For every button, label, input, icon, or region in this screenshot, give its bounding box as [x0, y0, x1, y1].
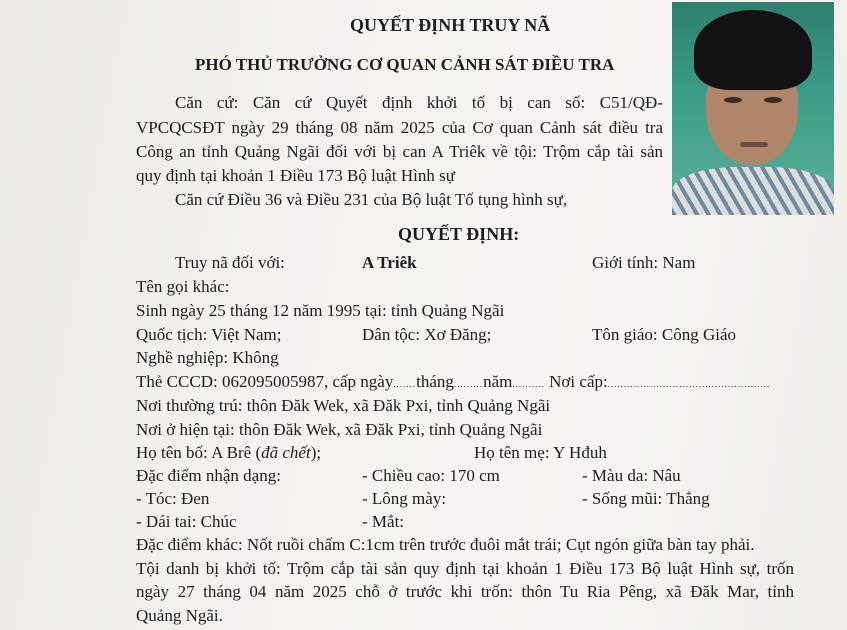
alias: Tên gọi khác:: [136, 277, 230, 296]
gender: Giới tính: Nam: [592, 253, 696, 272]
id-card-number: Thẻ CCCD: 062095005987, cấp ngày: [136, 372, 394, 391]
decision-heading: QUYẾT ĐỊNH:: [398, 224, 520, 244]
mother: Họ tên mẹ: Y Hđuh: [474, 443, 607, 462]
wanted-label: Truy nã đối với:: [175, 253, 285, 272]
religion: Tôn giáo: Công Giáo: [592, 325, 737, 344]
suspect-photo: [672, 2, 834, 215]
id-month: tháng: [416, 372, 454, 391]
father: Họ tên bố: A Brê (đã chết);: [136, 443, 322, 462]
charge-line: Quảng Ngãi.: [136, 606, 223, 625]
charge-line: ngày 27 tháng 04 năm 2025 chỗ ở trước khi trốn: thôn Tu Ria Pêng, xã Đăk Mar, tỉnh: [136, 582, 794, 601]
other-features: Đặc điểm khác: Nốt ruồi chấm C:1cm trên trước đuôi mắt trái; Cụt ngón giữa bàn tay phải.: [136, 535, 755, 554]
id-place: Nơi cấp:: [549, 372, 608, 391]
ears: - Dái tai: Chúc: [136, 512, 237, 531]
id-year: năm: [483, 372, 513, 391]
nationality: Quốc tịch: Việt Nam;: [136, 325, 282, 344]
eyes: - Mắt:: [362, 512, 405, 531]
nose: - Sống mũi: Thẳng: [582, 489, 710, 508]
eyebrows: - Lông mày:: [362, 489, 447, 508]
occupation: Nghề nghiệp: Không: [136, 348, 279, 367]
charge-line: Tội danh bị khởi tố: Trộm cắp tài sản quy định tại khoản 1 Điều 173 Bộ luật Hình sự, trốn: [136, 559, 794, 578]
hair: - Tóc: Đen: [136, 489, 210, 508]
suspect-name: A Triêk: [362, 253, 417, 272]
height: - Chiều cao: 170 cm: [362, 466, 500, 485]
skin: - Màu da: Nâu: [582, 466, 681, 485]
document-subtitle: PHÓ THỦ TRƯỞNG CƠ QUAN CẢNH SÁT ĐIỀU TRA: [195, 55, 615, 74]
features-label: Đặc điểm nhận dạng:: [136, 466, 281, 485]
ethnicity: Dân tộc: Xơ Đăng;: [362, 325, 492, 344]
preamble-line: Căn cứ: Căn cứ Quyết định khởi tố bị can số: C51/QĐ-: [175, 93, 663, 112]
preamble-line: VPCQCSĐT ngày 29 tháng 08 năm 2025 của Cơ quan Cảnh sát điều tra: [136, 118, 663, 137]
preamble-line: quy định tại khoản 1 Điều 173 Bộ luật Hình sự: [136, 166, 455, 185]
permanent-address: Nơi thường trú: thôn Đăk Wek, xã Đăk Pxi, tỉnh Quảng Ngãi: [136, 396, 551, 415]
preamble-line: Căn cứ Điều 36 và Điều 231 của Bộ luật Tố tụng hình sự,: [175, 190, 568, 209]
birth: Sinh ngày 25 tháng 12 năm 1995 tại: tỉnh Quảng Ngãi: [136, 301, 505, 320]
document-title: QUYẾT ĐỊNH TRUY NÃ: [350, 15, 551, 35]
current-address: Nơi ở hiện tại: thôn Đăk Wek, xã Đăk Pxi, tỉnh Quảng Ngãi: [136, 420, 543, 439]
preamble-line: Công an tỉnh Quảng Ngãi đối với bị can A Triêk về tội: Trộm cắp tài sản: [136, 142, 663, 161]
id-card: Thẻ CCCD: 062095005987, cấp ngày.......tháng.........năm.......... Nơi cấp:..................................................: [136, 372, 771, 391]
